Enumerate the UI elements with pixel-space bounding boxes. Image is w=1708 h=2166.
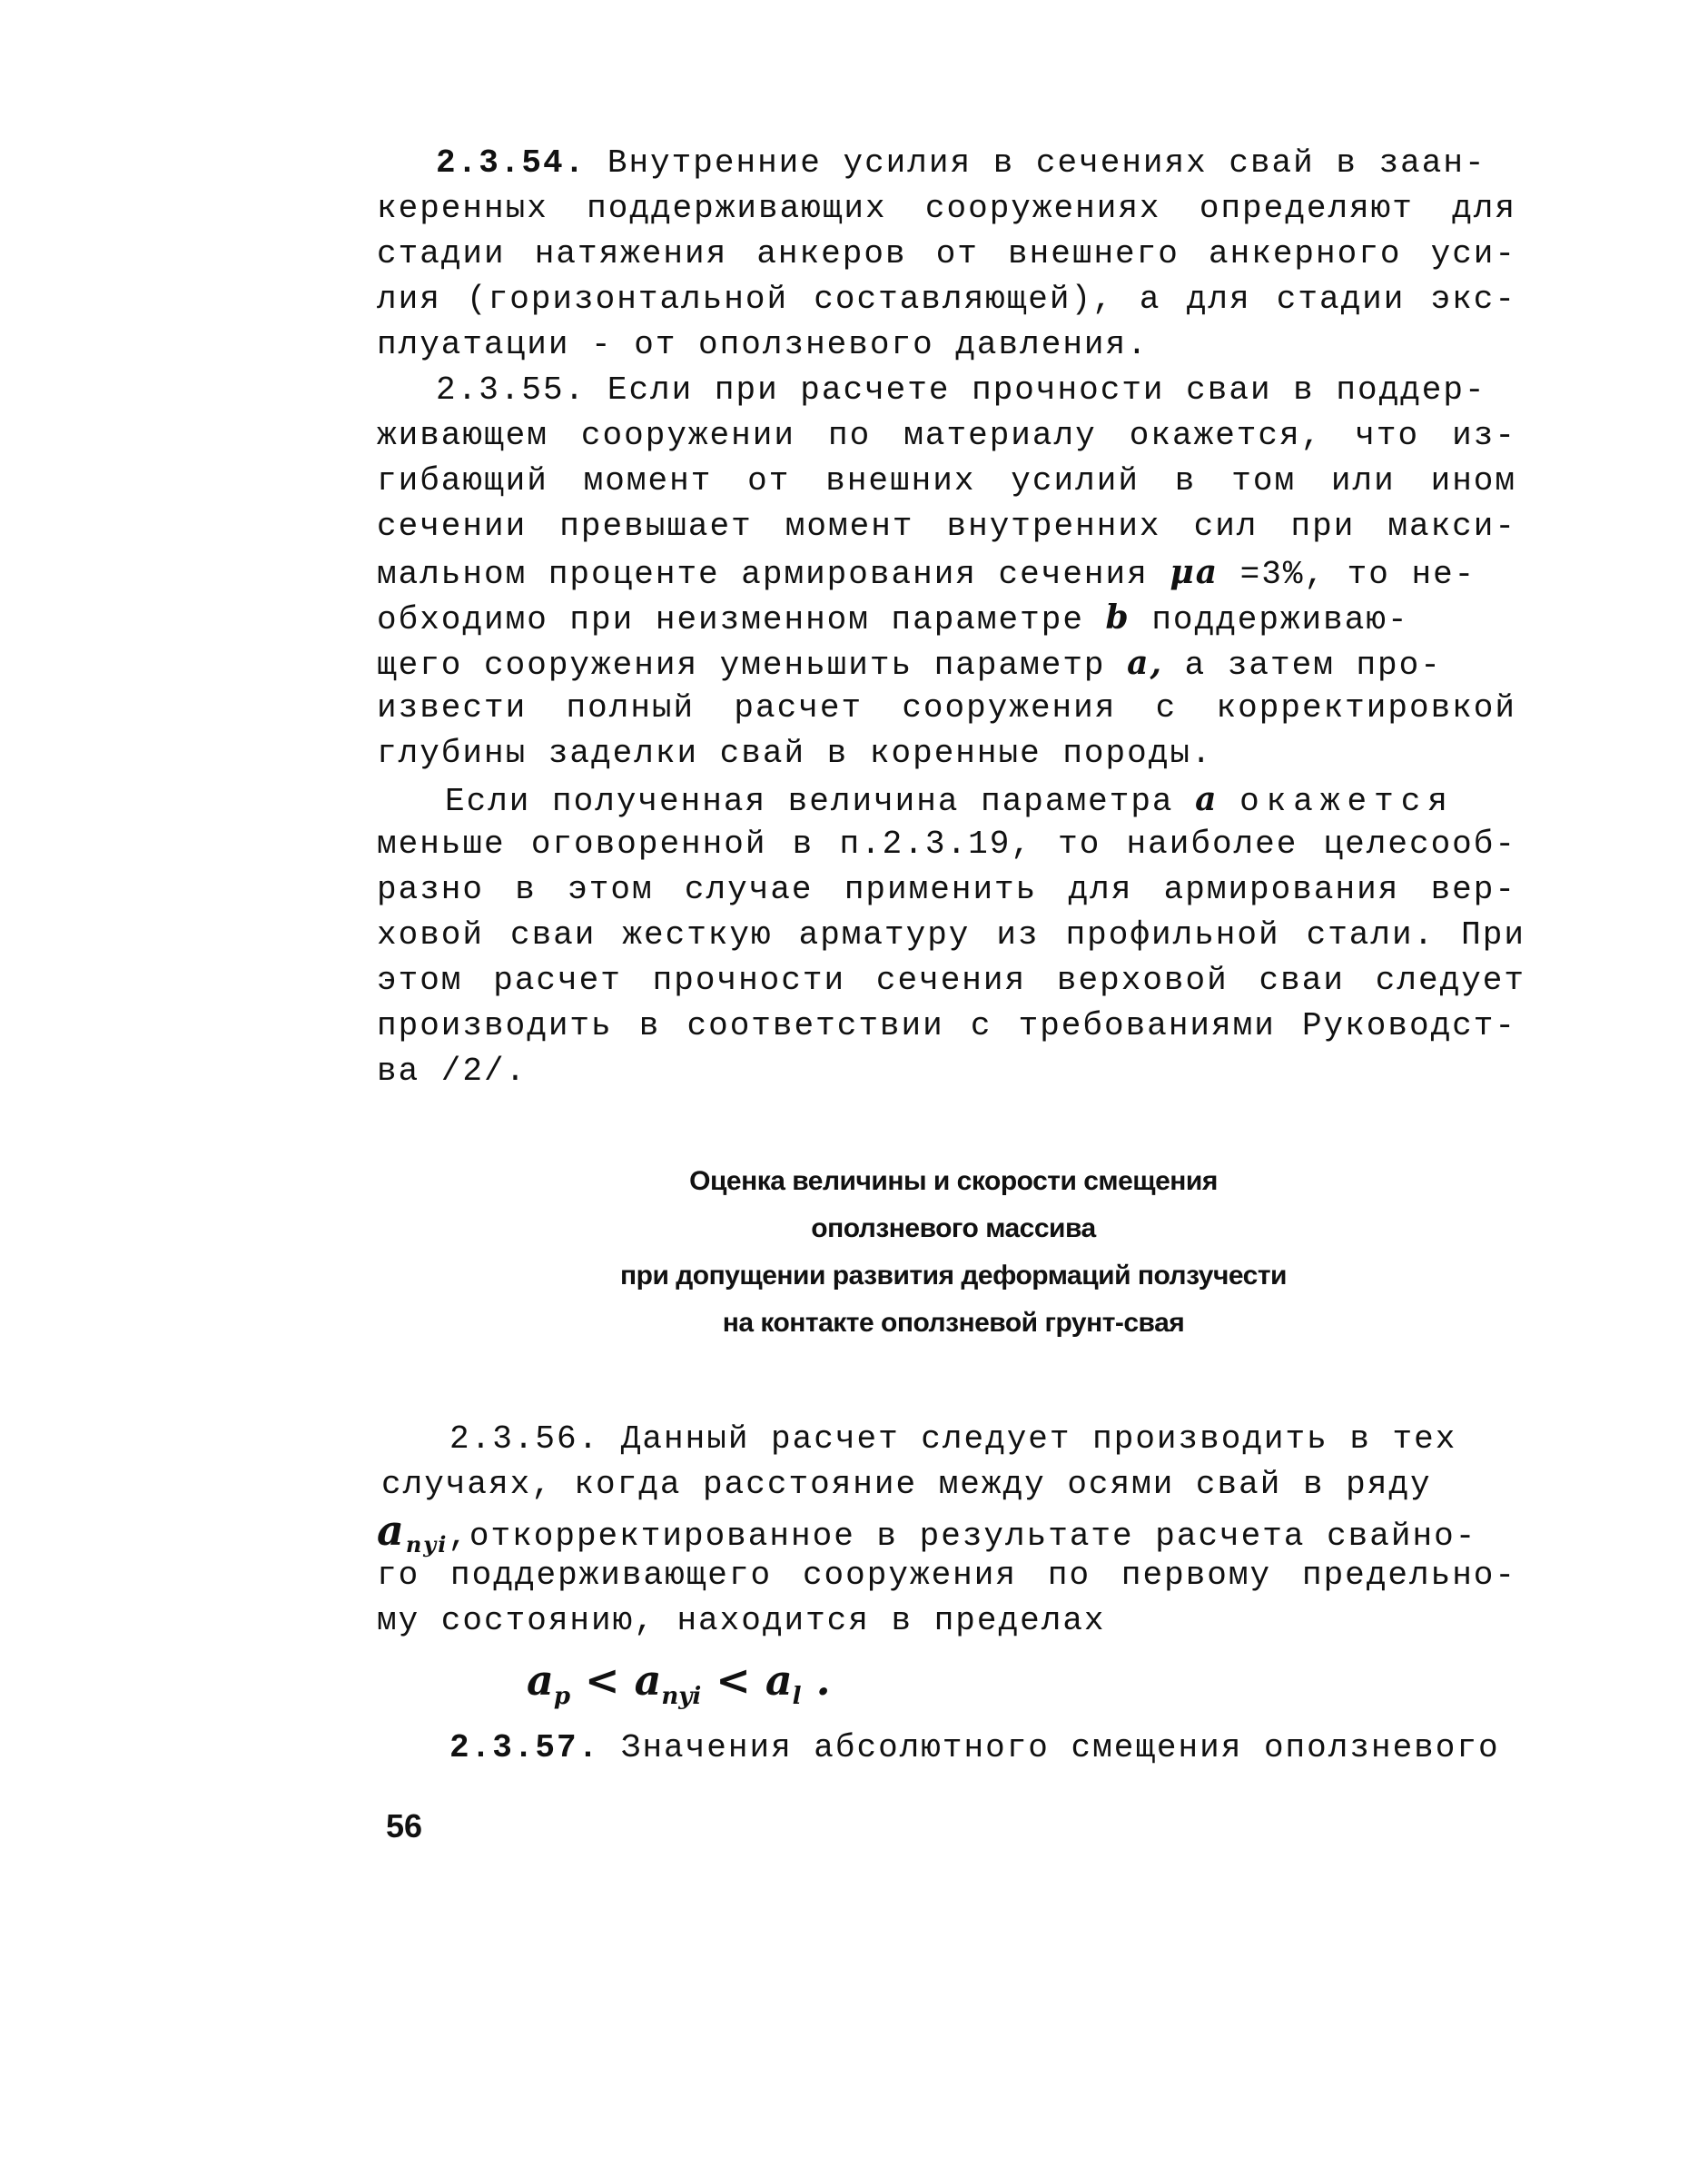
p2355-line-6: обходимо при неизменном параметре b поддерживаю- (377, 598, 1409, 638)
p2356-line-5: му состоянию, находится в пределах (377, 1602, 1106, 1639)
p-extra-line-7: ва /2/. (377, 1053, 528, 1090)
p2355-line-9: глубины заделки свай в коренные породы. (377, 735, 1213, 772)
section-heading-line-2: оползневого массива (811, 1213, 1096, 1243)
a-param-symbol: a (1195, 780, 1219, 818)
p2354-line-5: плуатации - от оползневого давления. (377, 326, 1149, 363)
section-heading-line-3: при допущении развития деформаций ползучести (620, 1261, 1287, 1291)
p2354-line-1: 2.3.54. Внутренние усилия в сечениях свай в заан- (436, 144, 1486, 182)
p-extra-line-5: этом расчет прочности сечения верховой сваи следует (377, 962, 1525, 999)
p2355-line-1: 2.3.55. Если при расчете прочности сваи в поддер- (436, 371, 1486, 409)
section-heading-line-4: на контакте оползневой грунт-свая (722, 1308, 1185, 1338)
p-extra-line-1: Если полученная величина параметра a окажется (445, 780, 1455, 820)
p2355-line-8: извести полный расчет сооружения с корректировкой (377, 689, 1516, 727)
p2356-line-3: $a_{nyi},откорректированное$ в результате расчета свайно- (377, 1506, 1477, 1558)
p2354-line-3: стадии натяжения анкеров от внешнего анкерного уси- (377, 235, 1516, 272)
p2355-line-3: гибающий момент от внешних усилий в том или ином (377, 462, 1516, 499)
p2355-number: 2.3.55. (436, 371, 587, 409)
p2354-number: 2.3.54. (436, 144, 587, 182)
section-heading-line-1: Оценка величины и скорости смещения (689, 1166, 1218, 1196)
p-extra-line-2: меньше оговоренной в п.2.3.19, то наиболее целесооб- (377, 826, 1516, 863)
p2355-line-4: сечении превышает момент внутренних сил при макси- (377, 508, 1516, 545)
p2356-line-2: случаях, когда расстояние между осями свай в ряду (381, 1466, 1432, 1503)
p2354-line-4: лия (горизонтальной составляющей), а для стадии экс- (377, 281, 1516, 318)
page-number: 56 (386, 1807, 423, 1845)
p-extra-line-4: ховой сваи жесткую арматуру из профильной стали. При (377, 916, 1525, 954)
p-extra-line-3: разно в этом случае применить для армирования вер- (377, 871, 1516, 908)
a-symbol: a, (1127, 644, 1163, 682)
inequality-formula: $a_p < a_{nyi} < a_l$ . (527, 1656, 831, 1711)
p2357-line-1: 2.3.57. Значения абсолютного смещения оползневого (449, 1729, 1500, 1766)
p2354-line-2: керенных поддерживающих сооружениях определяют для (377, 190, 1516, 227)
a-nyi-subscript: nyi (405, 1531, 449, 1558)
p2356-line-1: 2.3.56. Данный расчет следует производить в тех (449, 1420, 1457, 1458)
a-nyi-symbol: a (377, 1506, 406, 1555)
p-extra-line-6: производить в соответствии с требованиями Руководст- (377, 1007, 1516, 1044)
p2355-line-7: щего сооружения уменьшить параметр a, а затем про- (377, 644, 1442, 684)
p2356-line-4: го поддерживающего сооружения по первому предельно- (377, 1557, 1516, 1594)
p2355-line-2: живающем сооружении по материалу окажется, что из- (377, 417, 1516, 454)
p2355-line-5: мальном проценте армирования сечения μa =3%, то не- (377, 553, 1476, 593)
b-symbol: b (1105, 598, 1130, 637)
mu-symbol: μa (1170, 553, 1219, 591)
p2357-number: 2.3.57. (449, 1729, 600, 1766)
